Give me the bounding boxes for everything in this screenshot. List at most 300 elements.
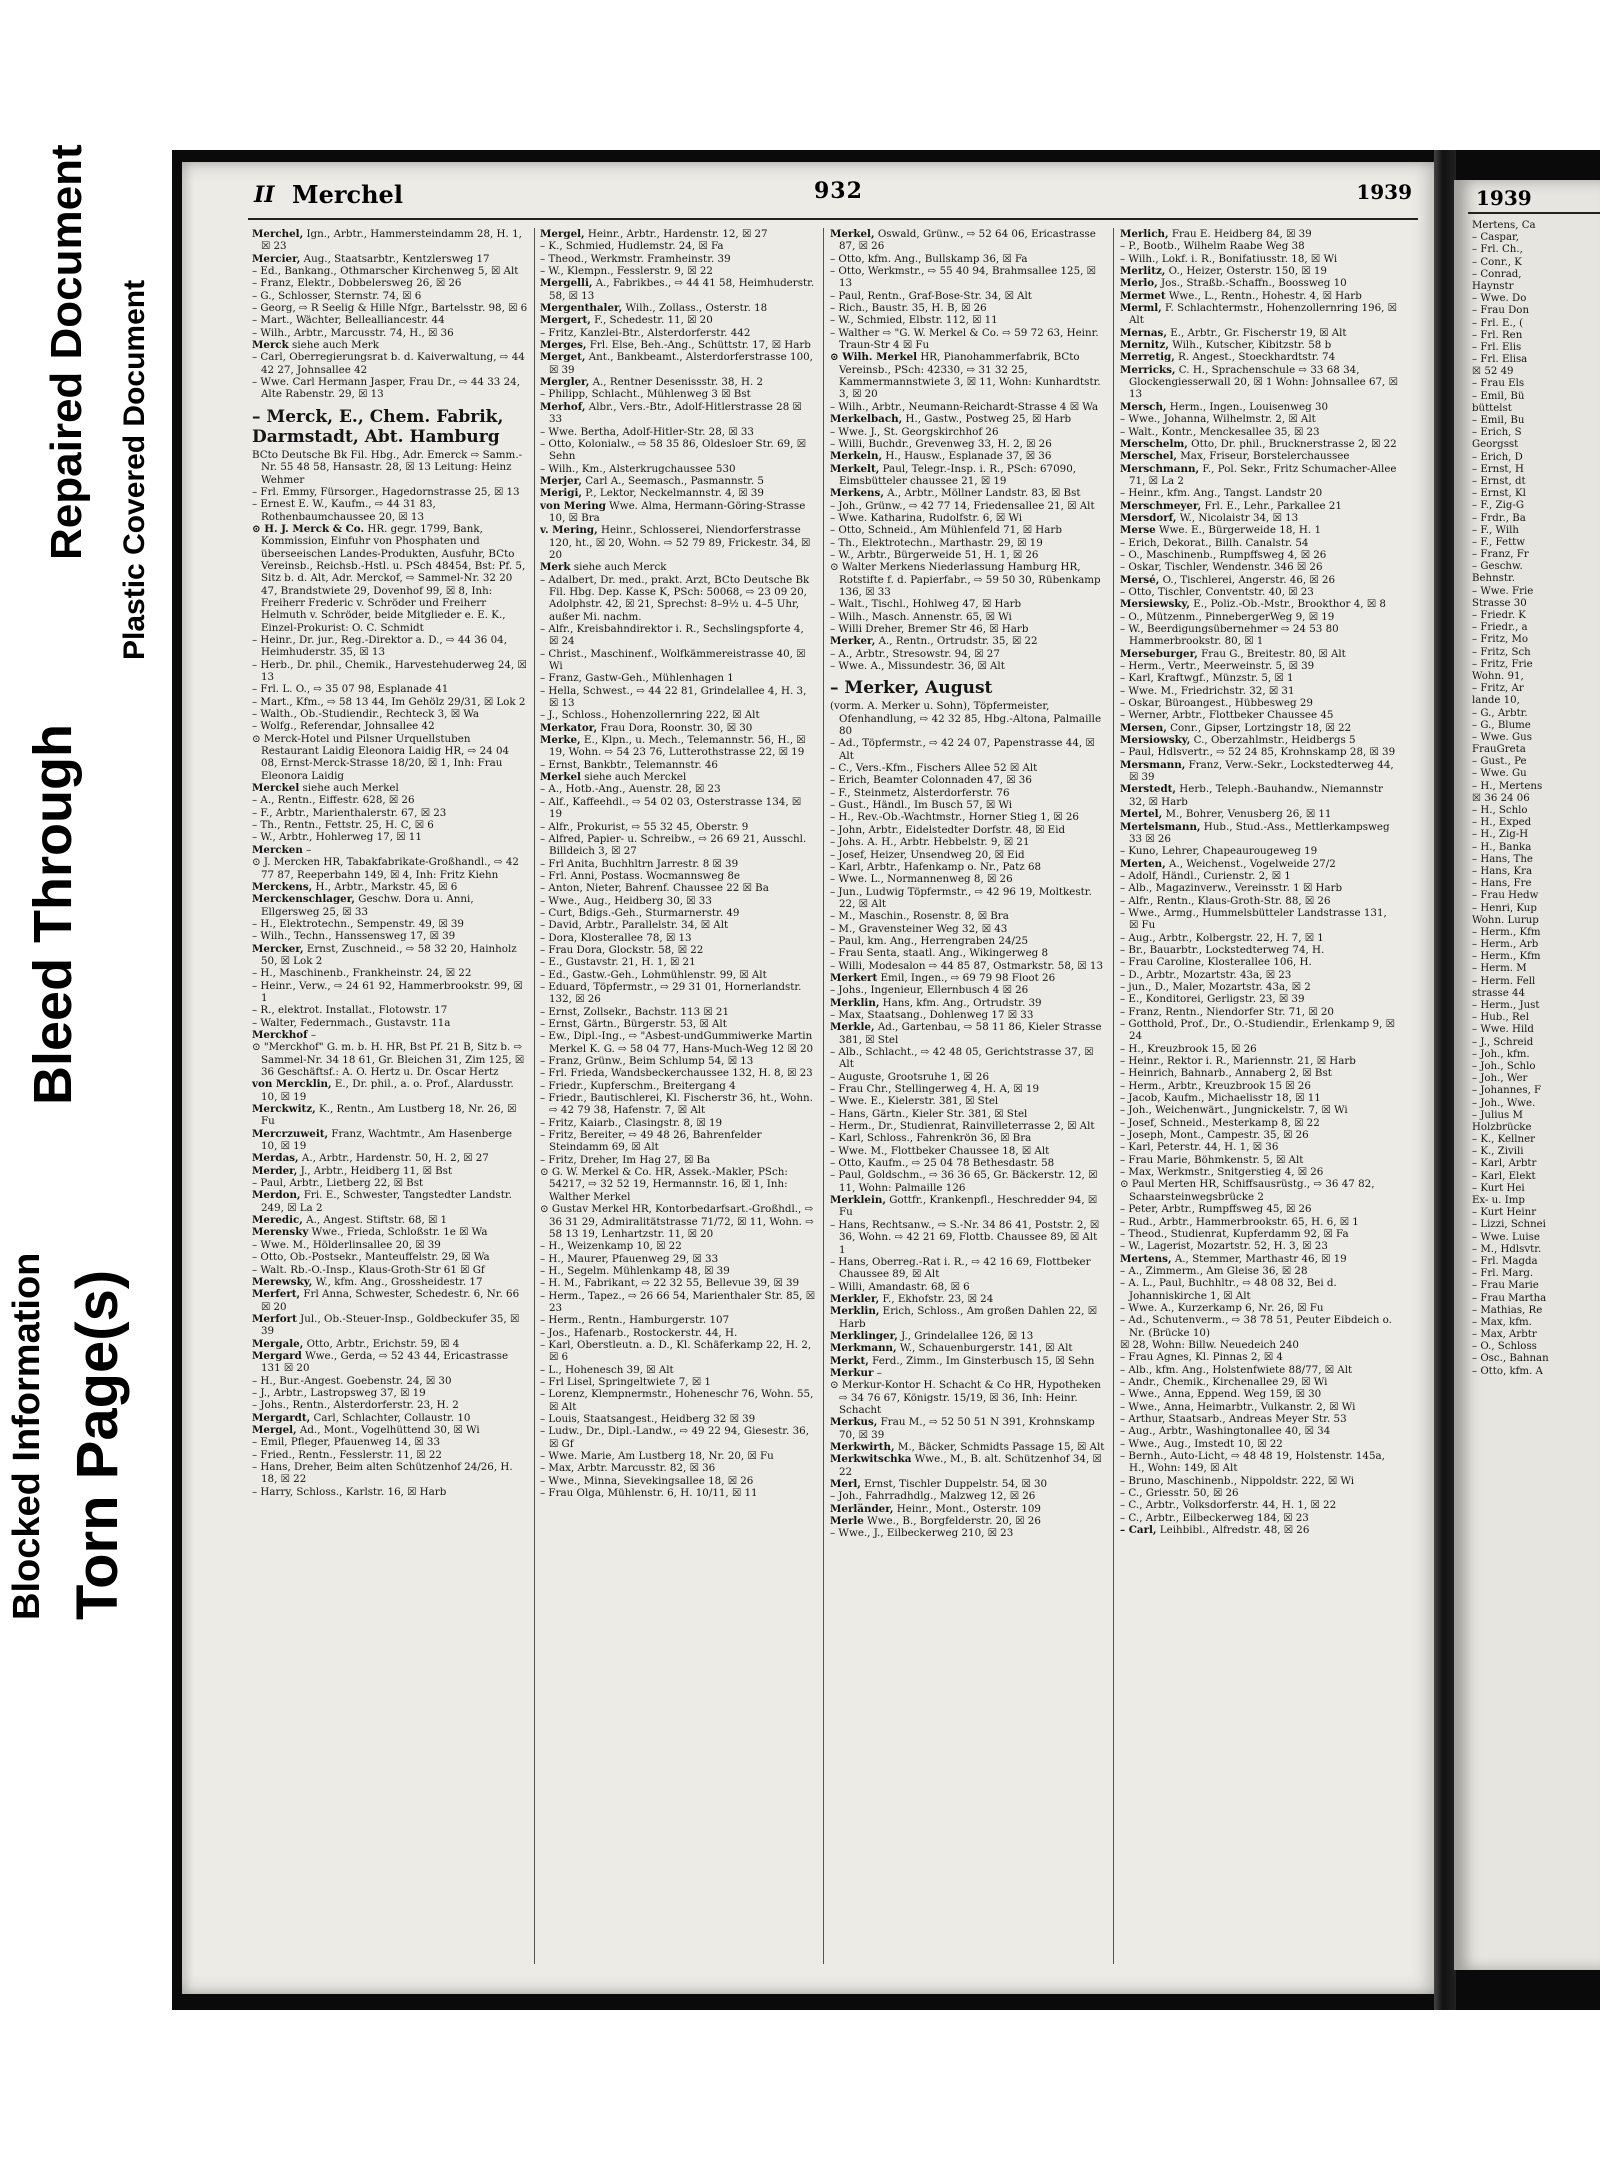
entry-details: – Th., Rentn., Fettstr. 25, H. C, ☒ 6: [252, 819, 434, 832]
entry-details: – Willi, Modesalon ⇨ 44 85 87, Ostmarkstr. 58, ☒ 13: [830, 959, 1104, 972]
page-header: [182, 162, 1444, 216]
facing-entry: Haynstr: [1472, 280, 1514, 292]
directory-entry: [830, 611, 1106, 623]
entry-details: – W., Arbtr., Hohlerweg 17, ☒ 11: [252, 831, 422, 844]
entry-details: Frl. Else, Beh.-Ang., Schüttstr. 17, ☒ Harb: [586, 339, 811, 352]
entry-details: ⊙ Merkur-Kontor H. Schacht & Co HR, Hypotheken ⇨ 34 76 67, Königstr. 15/19, ☒ 36, Inh: Heinr. Schacht: [830, 1379, 1101, 1416]
entry-surname: Merckel: [252, 782, 300, 795]
entry-details: – Herm., Arbtr., Kreuzbrook 15 ☒ 26: [1120, 1079, 1311, 1092]
entry-details: – Wwe., Armg., Hummelsbütteler Landstrasse 131, ☒ Fu: [1120, 906, 1387, 932]
entry-details: – C., Arbtr., Eilbeckerweg 184, ☒ 23: [1120, 1511, 1309, 1524]
entry-details: – Wwe. M., Flottbeker Chaussee 18, ☒ Alt: [830, 1144, 1050, 1157]
directory-entry: [252, 265, 528, 277]
entry-details: – R., elektrot. Installat., Flotowstr. 17: [252, 1004, 448, 1017]
entry-surname: von Mering: [540, 499, 606, 512]
directory-entry: [252, 1017, 528, 1029]
directory-entry: [540, 932, 816, 944]
directory-entry: [1120, 1277, 1398, 1302]
entry-surname: Merkert: [830, 971, 878, 984]
facing-entry: – Fritz, Mo: [1472, 634, 1529, 646]
entry-surname: Mersé,: [1120, 573, 1160, 586]
directory-entry: [252, 376, 528, 401]
directory-entry: [1120, 1092, 1398, 1104]
directory-entry: [1120, 228, 1398, 240]
entry-details: – E., Gustavstr. 21, H. 1, ☒ 21: [540, 956, 696, 969]
entry-details: – H., Kreuzbrook 15, ☒ 26: [1120, 1042, 1257, 1055]
entry-surname: Mergard: [252, 1349, 302, 1362]
entry-details: – Otto, Kolonialw., ⇨ 58 35 86, Oldesloer Str. 69, ☒ Sehn: [540, 437, 806, 463]
directory-entry: [252, 1412, 528, 1424]
directory-entry: [1120, 858, 1398, 870]
entry-details: – Emil, Pfleger, Pfauenweg 14, ☒ 33: [252, 1436, 441, 1449]
entry-details: – H., Maschinenb., Frankheinstr. 24, ☒ 22: [252, 967, 472, 980]
directory-entry: [540, 1376, 816, 1388]
directory-entry: [1120, 709, 1398, 721]
entry-details: – A. L., Paul, Buchhltr., ⇨ 48 08 32, Bei d. Johanniskirche 1, ☒ Alt: [1120, 1277, 1337, 1302]
directory-entry: [1120, 611, 1398, 623]
entry-details: ⊙ J. Mercken HR, Tabakfabrikate-Großhandl., ⇨ 42 77 87, Reeperbahn 149, ☒ 4, Inh: Fritz Kiehn: [252, 856, 519, 881]
entry-details: – Philipp, Schlacht., Mühlenweg 3 ☒ Bst: [540, 388, 751, 401]
directory-entry: [252, 659, 528, 684]
directory-entry: [1120, 981, 1398, 993]
entry-surname: Merensky: [252, 1226, 309, 1239]
directory-entry: [1120, 1154, 1398, 1166]
directory-entry: [1120, 722, 1398, 734]
entry-details: – Alfr., Rentn., Klaus-Groth-Str. 88, ☒ 26: [1120, 894, 1331, 907]
directory-entry: [830, 598, 1106, 610]
entry-details: – J., Schloss., Hohenzollernring 222, ☒ Alt: [540, 709, 760, 722]
directory-entry: [830, 1367, 1106, 1379]
entry-details: – M., Gravensteiner Weg 32, ☒ 43: [830, 922, 1008, 935]
directory-entry: [540, 351, 816, 376]
book-gutter: [1434, 150, 1456, 2010]
entry-surname: Merkel,: [830, 228, 875, 240]
directory-entry: [540, 277, 816, 302]
directory-entry: [252, 1449, 528, 1461]
entry-details: – Fried., Rentn., Fesslerstr. 11, ☒ 22: [252, 1448, 442, 1461]
entry-surname: Merschel,: [1120, 450, 1177, 463]
entry-details: – Kuno, Lehrer, Chapeaurougeweg 19: [1120, 845, 1318, 858]
entry-surname: Mertel,: [1120, 808, 1163, 821]
facing-entry: – Gust., Pe: [1472, 756, 1527, 768]
directory-entry: [540, 709, 816, 721]
facing-entry: – Wwe. Frie: [1472, 585, 1534, 597]
entry-details: – Max, Werkmstr., Snitgerstieg 4, ☒ 26: [1120, 1166, 1324, 1179]
entry-details: – Frau Agnes, Kl. Pinnas 2, ☒ 4: [1120, 1351, 1283, 1364]
facing-entry: – Frau Hedw: [1472, 890, 1539, 902]
entry-details: – Ludw., Dr., Dipl.-Landw., ⇨ 49 22 94, Giesestr. 36, ☒ Gf: [540, 1425, 809, 1450]
directory-entry: [1120, 944, 1398, 956]
entry-surname: Merschmeyer,: [1120, 499, 1202, 512]
facing-entry: Mertens, Ca: [1472, 220, 1536, 231]
directory-entry: [540, 1129, 816, 1154]
facing-entry: Wohn. 91,: [1472, 670, 1524, 682]
entry-details: Herb., Teleph.-Bauhandw., Niemannstr 32, ☒ Harb: [1129, 783, 1383, 808]
entry-details: – Werner, Arbtr., Flottbeker Chaussee 45: [1120, 709, 1334, 722]
entry-details: – Ad., Töpfermstr., ⇨ 42 24 07, Papenstrasse 44, ☒ Alt: [830, 737, 1095, 762]
entry-details: – Jacob, Kaufm., Michaelisstr 18, ☒ 11: [1120, 1092, 1321, 1105]
directory-entry: [1120, 623, 1398, 648]
directory-entry: [830, 648, 1106, 660]
directory-entry: [540, 1030, 816, 1055]
directory-entry: [252, 523, 528, 634]
entry-surname: Mernas,: [1120, 326, 1167, 339]
directory-entry: [540, 1413, 816, 1425]
directory-entry: [830, 1219, 1106, 1256]
entry-details: Wilh., Zollass., Osterstr. 18: [622, 302, 768, 315]
entry-details: Ernst, Zuschneid., ⇨ 58 32 20, Hainholz 50, ☒ Lok 2: [261, 942, 517, 967]
entry-details: – Walt. Rb.-O.-Insp., Klaus-Groth-Str 61 ☒ Gf: [252, 1263, 485, 1276]
directory-entry: [830, 1342, 1106, 1354]
header-keyword: Merchel: [292, 180, 403, 209]
directory-entry: [252, 844, 528, 856]
entry-details: – E., Konditorei, Gerligstr. 23, ☒ 39: [1120, 993, 1305, 1006]
entry-details: Frl. E., Lehr., Parkallee 21: [1201, 499, 1342, 512]
directory-entry: [540, 302, 816, 314]
facing-entry: – Henri, Kup: [1472, 902, 1537, 914]
entry-details: – Otto, Ob.-Postsekr., Manteuffelstr. 29, ☒ Wa: [252, 1251, 490, 1264]
entry-details: – John, Arbtr., Eidelstedter Dorfstr. 48, ☒ Eid: [830, 823, 1066, 836]
entry-surname: Merker,: [830, 635, 876, 648]
directory-entry: [1120, 1018, 1398, 1043]
directory-entry: [1120, 882, 1398, 894]
entry-details: – Hans, Gärtn., Kieler Str. 381, ☒ Stel: [830, 1107, 1028, 1120]
directory-entry: [252, 1103, 528, 1128]
directory-entry: [830, 401, 1106, 413]
facing-entry: – Emil, Bu: [1472, 415, 1525, 426]
entry-surname: Mersdorf,: [1120, 511, 1177, 524]
directory-entry: [830, 549, 1106, 561]
entry-details: ⊙ G. W. Merkel & Co. HR, Assek.-Makler, PSch: 54217, ⇨ 32 52 19, Hermannstr. 16, ☒ 1, Inh: Walther Merkel: [540, 1166, 788, 1203]
directory-entry: [830, 1157, 1106, 1169]
entry-surname: Mergale,: [252, 1337, 304, 1350]
directory-entry: [830, 997, 1106, 1009]
directory-entry: [540, 1314, 816, 1326]
directory-entry: [830, 351, 1106, 400]
entry-surname: Merle: [830, 1515, 864, 1528]
entry-details: – Paul, Goldschm., ⇨ 36 36 65, Gr. Bäckerstr. 12, ☒ 11, Wohn: Palmaille 126: [830, 1169, 1098, 1194]
directory-entry: [830, 253, 1106, 265]
facing-entry: – Conr., K: [1472, 256, 1522, 268]
facing-entry: – Frl. Ren: [1472, 329, 1523, 341]
facing-entry: – Hans, Fre: [1472, 878, 1532, 890]
directory-entry: [830, 450, 1106, 462]
entry-details: A., Fabrikbes., ⇨ 44 41 58, Heimhuderstr. 58, ☒ 13: [549, 277, 815, 302]
facing-entry: – H., Banka: [1472, 841, 1532, 853]
facing-entry: – M., Hdlsvtr.: [1472, 1243, 1542, 1255]
facing-entry: – Geschw.: [1472, 561, 1523, 573]
directory-entry: [540, 487, 816, 499]
entry-details: – Heinr., Dr. jur., Reg.-Direktor a. D., ⇨ 44 36 04, Heimhuderstr. 35, ☒ 13: [252, 633, 508, 659]
directory-entry: [830, 635, 1106, 647]
entry-details: Hub., Stud.-Ass., Mettlerkampsweg 33 ☒ 26: [1129, 820, 1390, 845]
directory-entry: [830, 1379, 1106, 1416]
entry-details: – H., Elektrotechn., Sempenstr. 49, ☒ 39: [252, 917, 464, 930]
directory-entry: [830, 426, 1106, 438]
facing-entry: – Friedr. K: [1472, 610, 1526, 621]
directory-entry: [1120, 1265, 1398, 1277]
facing-entry: – Ernst, Kl: [1472, 488, 1526, 500]
entry-details: Herm., Ingen., Louisenweg 30: [1166, 400, 1329, 413]
entry-details: – Johs., Rentn., Alsterdorferstr. 23, H. 2: [252, 1399, 459, 1412]
entry-details: E., Dr. phil., a. o. Prof., Alardusstr. 10, ☒ 19: [261, 1078, 514, 1103]
entry-details: – Mart., Kfm., ⇨ 58 13 44, Im Gehölz 29/31, ☒ Lok 2: [252, 695, 526, 708]
entry-details: – Hans, Dreher, Beim alten Schützenhof 24/26, H. 18, ☒ 22: [252, 1461, 513, 1486]
directory-entry: [1120, 685, 1398, 697]
directory-entry: [830, 737, 1106, 762]
entry-surname: Mersen,: [1120, 721, 1167, 734]
note-blocked-information: Blocked Information: [6, 1252, 48, 1620]
entry-surname: Merkur: [830, 1366, 874, 1379]
entry-details: W., Nicolaistr 34, ☒ 13: [1176, 511, 1299, 524]
entry-details: – L., Hohenesch 39, ☒ Alt: [540, 1363, 674, 1376]
entry-details: – H., Rev.-Ob.-Wachtmstr., Horner Stieg 1, ☒ 26: [830, 811, 1079, 824]
entry-details: Geschw. Dora u. Anni, Ellgersweg 25, ☒ 33: [261, 893, 474, 918]
facing-entry: – Osc., Bahnan: [1472, 1353, 1549, 1365]
entry-details: A., Rentn., Ortrudstr. 35, ☒ 22: [875, 635, 1038, 648]
entry-surname: Merl,: [830, 1478, 861, 1491]
facing-entry: – Joh., Wer: [1472, 1073, 1528, 1085]
directory-entry: [252, 1214, 528, 1226]
entry-details: – Anton, Nieter, Bahrenf. Chaussee 22 ☒ Ba: [540, 882, 769, 895]
directory-entry: [830, 910, 1106, 922]
directory-entry: [830, 1021, 1106, 1046]
entry-details: – Karl, Arbtr., Hafenkamp o. Nr., Patz 68: [830, 860, 1042, 873]
directory-entry: [252, 1436, 528, 1448]
directory-entry: [540, 907, 816, 919]
entry-details: – Otto, Kaufm., ⇨ 25 04 78 Bethesdastr. 58: [830, 1157, 1055, 1170]
entry-surname: Merke,: [540, 734, 581, 747]
entry-details: A., Arbtr., Hardenstr. 50, H. 2, ☒ 27: [298, 1152, 489, 1165]
directory-entry: [830, 799, 1106, 811]
entry-details: – Arthur, Staatsarb., Andreas Meyer Str. 53: [1120, 1413, 1347, 1425]
entry-details: – Frl. Anni, Postass. Wocmannsweg 8e: [540, 869, 740, 882]
entry-details: Fri. E., Schwester, Tangstedter Landstr. 249, ☒ La 2: [261, 1189, 512, 1214]
entry-surname: Mercier,: [252, 252, 301, 265]
directory-entry: [540, 1462, 816, 1474]
directory-entry: [252, 1387, 528, 1399]
entry-details: – Gust., Händl., Im Busch 57, ☒ Wi: [830, 799, 1013, 812]
entry-surname: Merewsky,: [252, 1275, 313, 1288]
facing-entry: – Frl. Marg.: [1472, 1268, 1534, 1280]
firm-heading: – Merker, August: [830, 678, 993, 699]
directory-entry: [252, 634, 528, 659]
directory-entry: [252, 1239, 528, 1251]
entry-details: – Wwe. Katharina, Rudolfstr. 6, ☒ Wi: [830, 511, 1023, 524]
directory-entry: [1120, 1240, 1398, 1252]
entry-details: – Lorenz, Klempnermstr., Hoheneschr 76, Wohn. 55, ☒ Alt: [540, 1388, 814, 1413]
directory-entry: [540, 870, 816, 882]
entry-surname: Mergler,: [540, 376, 590, 389]
entry-details: – Walt., Tischl., Hohlweg 47, ☒ Harb: [830, 598, 1022, 611]
entry-details: Ant., Bankbeamt., Alsterdorferstrasse 100, ☒ 39: [549, 351, 813, 376]
entry-details: – Walt., Kontr., Menckesallee 35, ☒ 23: [1120, 425, 1320, 438]
directory-entry: [540, 1253, 816, 1265]
directory-entry: [1120, 413, 1398, 425]
directory-entry: [1120, 1499, 1398, 1511]
directory-entry: [540, 783, 816, 795]
entry-details: K., Rentn., Am Lustberg 18, Nr. 26, ☒ Fu: [261, 1103, 517, 1128]
entry-details: – Frau Olga, Mühlenstr. 6, H. 10/11, ☒ 11: [540, 1487, 758, 1500]
entry-details: BCto Deutsche Bk Fil. Hbg., Adr. Emerck ⇨ Samm.-Nr. 55 48 58, Hansastr. 28, ☒ 13 Leitung: Heinz Wehmer: [252, 448, 523, 486]
directory-entry: [252, 794, 528, 806]
directory-entry: [252, 1177, 528, 1189]
entry-details: – Adolf, Händl., Curienstr. 2, ☒ 1: [1120, 869, 1291, 882]
facing-entry: – Fritz, Sch: [1472, 646, 1531, 658]
entry-details: – Josef, Heizer, Unsendweg 20, ☒ Eid: [830, 848, 1025, 861]
entry-surname: Mermet: [1120, 289, 1166, 302]
directory-entry: [1120, 1388, 1398, 1400]
entry-surname: Merfert,: [252, 1288, 301, 1301]
directory-entry: [1120, 512, 1398, 524]
directory-entry: [540, 574, 816, 623]
facing-entry: – H., Mertens: [1472, 780, 1543, 792]
directory-entry: [252, 486, 528, 498]
column-1: [252, 228, 528, 1964]
directory-entry: [540, 1364, 816, 1376]
entry-surname: Merse: [1120, 524, 1156, 537]
entry-details: Frl Anna, Schwester, Schedestr. 6, Nr. 66 ☒ 20: [261, 1288, 520, 1313]
directory-entry: [1120, 364, 1398, 401]
entry-details: – Georg, ⇨ R Seelig & Hille Nfgr., Bartelsstr. 98, ☒ 6: [252, 302, 528, 315]
entry-details: – Otto, Werkmstr., ⇨ 55 40 94, Brahmsallee 125, ☒ 13: [830, 265, 1096, 290]
directory-entry: [1120, 463, 1398, 488]
entry-details: – Adalbert, Dr. med., prakt. Arzt, BCto Deutsche Bk Fil. Hbg. Dep. Kasse K, PSch: 50068, ⇨ 23 09 20, Adolphstr. 42, ☒ 21, Sprechst: 8–9½ u. 4–5 Uhr, außer Mi. nachm.: [540, 573, 810, 623]
entry-surname: Mercrzuweit,: [252, 1127, 329, 1140]
entry-details: – Wwe. Bertha, Adolf-Hitler-Str. 28, ☒ 33: [540, 425, 754, 438]
entry-surname: Merkus,: [830, 1416, 878, 1429]
column-3: [830, 228, 1106, 1964]
directory-entry: [252, 1350, 528, 1375]
entry-surname: Merklin,: [830, 996, 880, 1009]
directory-entry: [1120, 1166, 1398, 1178]
directory-entry: [540, 524, 816, 561]
entry-details: – Fritz, Dreher, Im Hag 27, ☒ Ba: [540, 1153, 711, 1166]
directory-entry: [1120, 1487, 1398, 1499]
facing-entry: – Emil, Bü: [1472, 390, 1525, 402]
entry-details: – Hella, Schwest., ⇨ 44 22 81, Grindelallee 4, H. 3, ☒ 13: [540, 684, 807, 710]
directory-entry: [1120, 808, 1398, 820]
entry-details: – Heinr., Rektor i. R., Mariennstr. 21, ☒ Harb: [1120, 1055, 1356, 1068]
directory-entry: [1120, 1413, 1398, 1425]
entry-details: Albr., Vers.-Btr., Adolf-Hitlerstrasse 28 ☒ 33: [549, 400, 802, 426]
directory-entry: [1120, 993, 1398, 1005]
entry-details: – Wwe. J., St. Georgskirchhof 26: [830, 425, 999, 438]
entry-details: Ad., Gartenbau, ⇨ 58 11 86, Kieler Strasse 381, ☒ Stel: [839, 1021, 1102, 1046]
entry-details: – Wwe., J., Eilbeckerweg 210, ☒ 23: [830, 1527, 1014, 1540]
directory-entry: [1120, 1178, 1398, 1203]
entry-details: – Wwe., Johanna, Wilhelmstr. 2, ☒ Alt: [1120, 413, 1316, 426]
directory-entry: [540, 500, 816, 525]
facing-entry: – F., Wilh: [1472, 524, 1519, 536]
directory-entry: [1120, 586, 1398, 598]
directory-entry: [252, 1313, 528, 1338]
directory-entry: [540, 1117, 816, 1129]
entry-details: ☒ 28, Wohn: Billw. Neuedeich 240: [1120, 1338, 1299, 1351]
directory-entry: [830, 972, 1106, 984]
directory-entry: [252, 449, 528, 486]
directory-entry: [540, 1487, 816, 1499]
entry-details: ⊙ "Merckhof" G. m. b. H. HR, Bst Pf. 21 B, Sitz b. ⇨ Sammel-Nr. 34 18 61, Gr. Bleichen 31, Zim 125, ☒ 36 Geschäftsf.: A. O. Hertz u. Dr. Oscar Hertz: [252, 1041, 525, 1078]
entry-details: Wwe., M., B. alt. Schützenhof 34, ☒ 22: [839, 1453, 1102, 1478]
entry-details: – Willi, Buchdr., Grevenweg 33, H. 2, ☒ 26: [830, 437, 1052, 450]
column-2: [540, 228, 816, 1964]
directory-entry: [1120, 1203, 1398, 1215]
directory-entry: [830, 849, 1106, 861]
directory-entry: [252, 290, 528, 302]
directory-entry: [830, 1478, 1106, 1490]
directory-entry: [830, 1515, 1106, 1527]
facing-entry: Wohn. Lurup: [1472, 914, 1539, 926]
directory-entry: [1120, 598, 1398, 610]
entry-details: – Joh., Grünw., ⇨ 42 77 14, Friedensallee 21, ☒ Alt: [830, 499, 1095, 512]
column-4: [1120, 228, 1398, 1964]
entry-details: – Walther ⇨ "G. W. Merkel & Co. ⇨ 59 72 63, Heinr. Traun-Str 4 ☒ Fu: [830, 326, 1099, 352]
directory-entry: [1120, 500, 1398, 512]
entry-details: – Max, Staatsang., Dohlenweg 17 ☒ 33: [830, 1008, 1034, 1021]
entry-details: Heinr., Schlosserei, Niendorferstrasse 120, ht., ☒ 20, Wohn. ⇨ 52 79 89, Frickestr. 34, ☒ 20: [549, 524, 811, 561]
facing-page-list: [1472, 220, 1549, 1378]
directory-entry: [830, 1441, 1106, 1453]
facing-entry: Strasse 30: [1472, 597, 1527, 609]
entry-details: – Otto, kfm. Ang., Bullskamp 36, ☒ Fa: [830, 252, 1028, 265]
directory-entry: [252, 498, 528, 523]
facing-entry: – Ernst, H: [1472, 463, 1524, 475]
entry-details: – Alf., Kaffeehdl., ⇨ 54 02 03, Osterstrasse 134, ☒ 19: [540, 795, 802, 821]
entry-details: – Alfred, Papier- u. Schreibw., ⇨ 26 69 21, Ausschl. Billdeich 3, ☒ 27: [540, 832, 807, 858]
directory-entry: [1120, 1401, 1398, 1413]
entry-details: – Andr., Chemik., Kirchenallee 29, ☒ Wi: [1120, 1375, 1328, 1388]
facing-entry: – Frau Don: [1472, 305, 1530, 317]
entry-surname: Merges,: [540, 339, 587, 352]
entry-details: – Heinr., Verw., ⇨ 24 61 92, Hammerbrookstr. 99, ☒ 1: [252, 979, 523, 1004]
directory-entry: [252, 1029, 528, 1041]
directory-entry: [1120, 746, 1398, 758]
entry-details: – Wilh., Masch. Annenstr. 65, ☒ Wi: [830, 610, 1012, 623]
entry-details: – C., Vers.-Kfm., Fischers Allee 52 ☒ Alt: [830, 762, 1038, 775]
directory-entry: [1120, 302, 1398, 327]
entry-details: – H., Weizenkamp 10, ☒ 22: [540, 1240, 682, 1253]
directory-entry: [540, 438, 816, 463]
directory-entry: [1120, 697, 1398, 709]
entry-surname: Mertens,: [1120, 1252, 1172, 1265]
entry-surname: Merckens,: [252, 880, 313, 893]
column-divider: [534, 228, 535, 1964]
directory-entry: [252, 1041, 528, 1078]
directory-entry: [1120, 648, 1398, 660]
directory-entry: [830, 228, 1106, 253]
entry-details: – Josef, Schneid., Mesterkamp 8, ☒ 22: [1120, 1116, 1320, 1129]
scanned-volume: [172, 150, 1600, 2010]
directory-entry: [252, 807, 528, 819]
directory-entry: [1120, 845, 1398, 857]
entry-details: – Wilh., Arbtr., Neumann-Reichardt-Strasse 4 ☒ Wa: [830, 400, 1099, 413]
facing-entry: – Herm. M: [1472, 963, 1527, 975]
entry-details: – jun., D., Maler, Mozartstr. 43a, ☒ 2: [1120, 980, 1311, 993]
directory-entry: [540, 1277, 816, 1289]
directory-entry: [540, 882, 816, 894]
facing-page-fragment: [1454, 180, 1600, 1970]
entry-details: – Auguste, Grootsruhe 1, ☒ 26: [830, 1070, 989, 1083]
entry-surname: Merseburger,: [1120, 647, 1198, 660]
entry-surname: Merchel,: [252, 228, 304, 240]
entry-details: Frau Dora, Roonstr. 30, ☒ 30: [597, 721, 753, 734]
directory-entry: [830, 1009, 1106, 1021]
entry-details: H., Arbtr., Markstr. 45, ☒ 6: [312, 880, 458, 893]
entry-details: – W., Schmied, Elbstr. 112, ☒ 11: [830, 314, 998, 327]
entry-details: – Wilh., Arbtr., Marcusstr. 74, H., ☒ 36: [252, 326, 454, 339]
entry-details: – G., Schlosser, Sternstr. 74, ☒ 6: [252, 289, 422, 302]
